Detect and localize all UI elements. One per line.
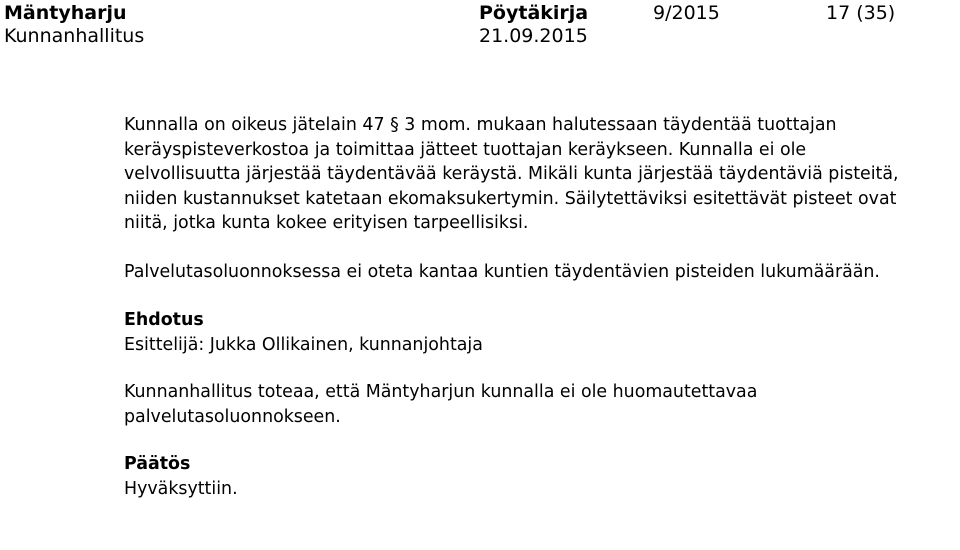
decision-text: Hyväksyttiin. <box>124 478 238 499</box>
paragraph-service-level: Palvelutasoluonnoksessa ei oteta kantaa kuntien täydentävien pisteiden lukumäärään. <box>124 261 880 282</box>
proposal-text: Kunnanhallitus toteaa, että Mäntyharjun kunnalla ei ole huomautettavaa palvelutasoluonnokseen. <box>124 382 758 427</box>
presenter-line: Esittelijä: Jukka Ollikainen, kunnanjohtaja <box>124 334 483 355</box>
page-number: 17 (35) <box>826 2 896 24</box>
governing-body: Kunnanhallitus <box>4 25 145 47</box>
proposal-heading: Ehdotus <box>124 310 204 330</box>
issue-number: 9/2015 <box>653 2 720 24</box>
document-type: Pöytäkirja <box>479 2 589 24</box>
decision-heading: Päätös <box>124 454 191 474</box>
meeting-date: 21.09.2015 <box>479 25 588 47</box>
municipality-name: Mäntyharju <box>4 2 127 24</box>
paragraph-legal-basis: Kunnalla on oikeus jätelain 47 § 3 mom. mukaan halutessaan täydentää tuottajan keräyspisteverkostoa ja toimittaa jätteet tuottajan keräykseen. Kunnalla ei ole velvollisuutta järjestää täydentävää keräystä. Mikäli kunta järjestää täydentäviä pisteitä, niiden kustannukset katetaan ekomaksukertymin. Säilytettäviksi esitettävät pisteet ovat niitä, jotka kunta kokee erityisen tarpeellisiksi. <box>124 115 899 233</box>
document-body <box>124 113 924 501</box>
